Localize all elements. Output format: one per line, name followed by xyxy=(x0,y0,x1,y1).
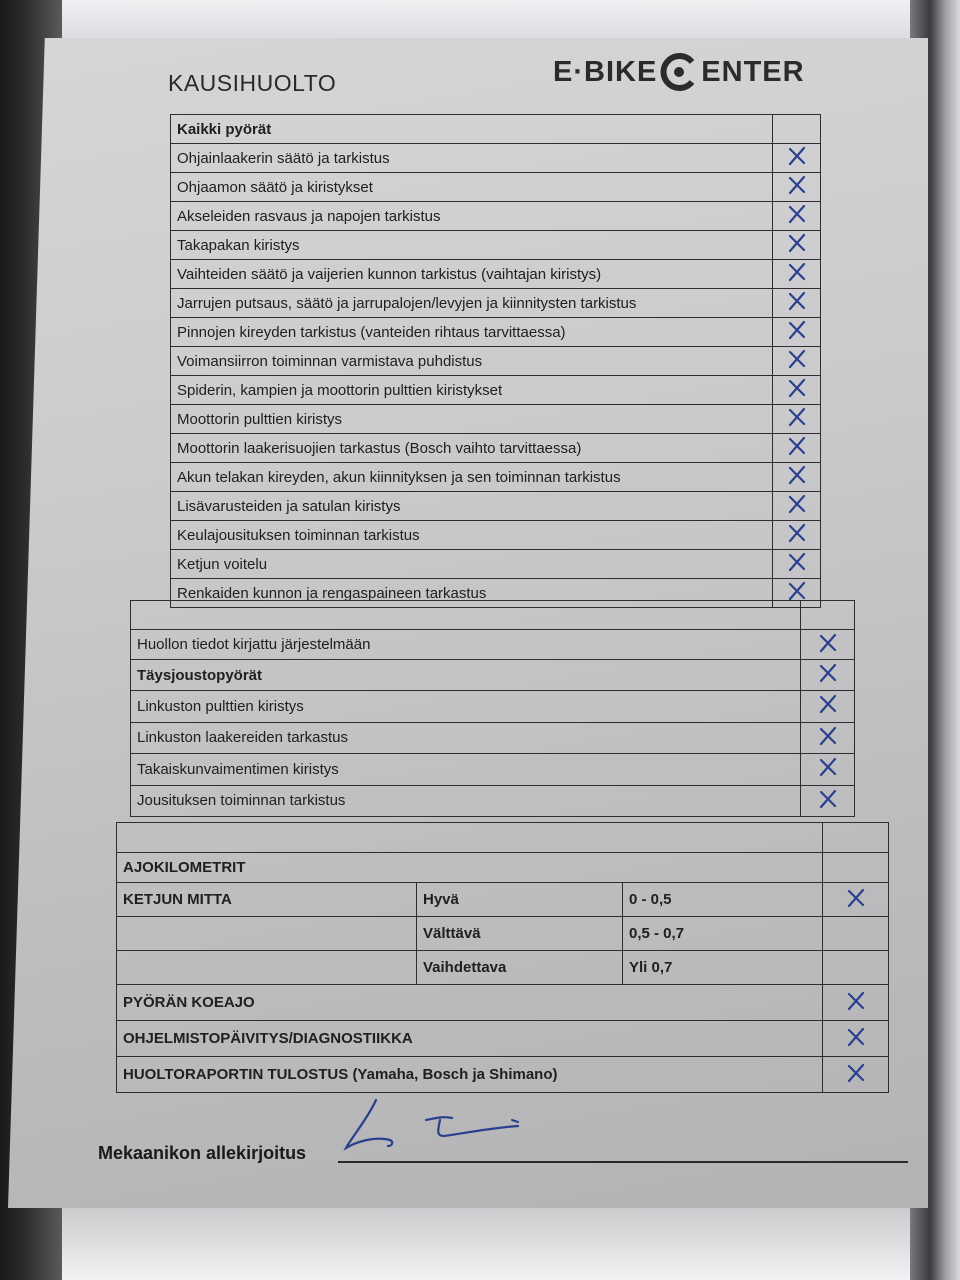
table-row xyxy=(131,660,855,691)
table-row xyxy=(131,601,855,630)
checkbox-cell[interactable] xyxy=(801,630,855,660)
checklist-item-label: Ohjainlaakerin säätö ja tarkistus xyxy=(171,144,773,173)
signature-label: Mekaanikon allekirjoitus xyxy=(98,1143,307,1163)
checkbox-cell[interactable] xyxy=(773,463,821,492)
table-row xyxy=(131,722,855,754)
checklist-item-label: Jarrujen putsaus, säätö ja jarrupalojen/levyjen ja kiinnitysten tarkistus xyxy=(171,289,773,318)
checkmark-x-icon xyxy=(845,887,867,909)
table-row xyxy=(117,823,889,853)
checkmark-x-icon xyxy=(786,435,808,457)
checkmark-x-icon xyxy=(786,493,808,515)
checkbox-cell[interactable] xyxy=(773,144,821,173)
checkbox-cell[interactable] xyxy=(801,785,855,817)
checkbox-cell[interactable] xyxy=(773,376,821,405)
checklist-item-label: Moottorin laakerisuojien tarkastus (Bosch vaihto tarvittaessa) xyxy=(171,434,773,463)
checkbox-cell[interactable] xyxy=(801,722,855,754)
checkbox-cell[interactable] xyxy=(823,1057,889,1093)
checklist-item-label: Akseleiden rasvaus ja napojen tarkistus xyxy=(171,202,773,231)
table-row xyxy=(171,144,821,173)
table-row xyxy=(131,785,855,817)
checkbox-cell[interactable] xyxy=(823,823,889,853)
empty-cell xyxy=(117,917,417,951)
signature-line xyxy=(338,1161,908,1163)
checkmark-x-icon xyxy=(786,522,808,544)
brand-logo xyxy=(553,52,805,92)
table-row xyxy=(131,691,855,723)
checklist-table-lower xyxy=(130,600,855,817)
checkmark-x-icon xyxy=(817,756,839,778)
logo-text-left: E·BIKE xyxy=(553,55,658,88)
checkbox-cell[interactable] xyxy=(823,951,889,985)
kilometers-label: AJOKILOMETRIT xyxy=(117,853,823,883)
checkbox-cell[interactable] xyxy=(823,985,889,1021)
table-row xyxy=(171,260,821,289)
table-row xyxy=(131,630,855,660)
checkbox-cell[interactable] xyxy=(773,289,821,318)
table-row xyxy=(171,463,821,492)
checkmark-x-icon xyxy=(786,319,808,341)
checkmark-x-icon xyxy=(786,203,808,225)
checkmark-x-icon xyxy=(786,290,808,312)
section-heading-all-bikes: Kaikki pyörät xyxy=(171,115,773,144)
empty-row-cell xyxy=(117,823,823,853)
checkbox-cell[interactable] xyxy=(773,202,821,231)
table-row xyxy=(117,853,889,883)
checklist-item-label: Ohjaamon säätö ja kiristykset xyxy=(171,173,773,202)
checkmark-x-icon xyxy=(786,232,808,254)
table-row xyxy=(171,318,821,347)
checkmark-x-icon xyxy=(845,1026,867,1048)
checklist-item-label: Linkuston pulttien kiristys xyxy=(131,691,801,723)
page-title: KAUSIHUOLTO xyxy=(168,70,337,96)
checkbox-cell[interactable] xyxy=(801,691,855,723)
checklist-item-label: Moottorin pulttien kiristys xyxy=(171,405,773,434)
checklist-item-label: Renkaiden kunnon ja rengaspaineen tarkastus xyxy=(171,579,773,608)
checkbox-cell[interactable] xyxy=(801,660,855,691)
chain-measure-label: KETJUN MITTA xyxy=(117,883,417,917)
checklist-item-label: Linkuston laakereiden tarkastus xyxy=(131,722,801,754)
checkmark-x-icon xyxy=(845,1062,867,1084)
empty-row-cell xyxy=(131,601,801,630)
logo-c-icon xyxy=(659,52,699,92)
checkmark-x-icon xyxy=(786,580,808,602)
background-top xyxy=(0,0,960,40)
table-row xyxy=(171,434,821,463)
checkmark-x-icon xyxy=(786,261,808,283)
checklist-item-label: Keulajousituksen toiminnan tarkistus xyxy=(171,521,773,550)
table-row xyxy=(171,376,821,405)
chain-grade-label: Hyvä xyxy=(417,883,623,917)
table-row xyxy=(171,521,821,550)
checkbox-cell[interactable] xyxy=(773,550,821,579)
table-row xyxy=(171,231,821,260)
empty-cell xyxy=(117,951,417,985)
checkbox-cell[interactable] xyxy=(773,231,821,260)
table-row xyxy=(117,1021,889,1057)
checkbox-cell[interactable] xyxy=(801,754,855,786)
table-row xyxy=(171,202,821,231)
checkmark-x-icon xyxy=(786,406,808,428)
table-row xyxy=(117,985,889,1021)
checklist-item-label: Ketjun voitelu xyxy=(171,550,773,579)
final-item-label: PYÖRÄN KOEAJO xyxy=(117,985,823,1021)
checkbox-cell[interactable] xyxy=(773,434,821,463)
table-row xyxy=(171,550,821,579)
handwritten-signature xyxy=(340,1096,530,1160)
checkbox-cell[interactable] xyxy=(773,260,821,289)
checklist-item-label: Jousituksen toiminnan tarkistus xyxy=(131,785,801,817)
checkbox-cell[interactable] xyxy=(823,883,889,917)
table-row xyxy=(117,917,889,951)
checklist-item-label: Takaiskunvaimentimen kiristys xyxy=(131,754,801,786)
checklist-table-bottom xyxy=(116,822,889,1093)
table-row xyxy=(131,754,855,786)
checklist-item-label: Lisävarusteiden ja satulan kiristys xyxy=(171,492,773,521)
chain-grade-label: Vaihdettava xyxy=(417,951,623,985)
section-heading-full-suspension: Täysjoustopyörät xyxy=(131,660,801,691)
chain-range-label: Yli 0,7 xyxy=(623,951,823,985)
checkmark-x-icon xyxy=(817,725,839,747)
table-row xyxy=(171,289,821,318)
table-row xyxy=(117,1057,889,1093)
checkmark-x-icon xyxy=(786,145,808,167)
final-item-label: OHJELMISTOPÄIVITYS/DIAGNOSTIIKKA xyxy=(117,1021,823,1057)
checkmark-x-icon xyxy=(786,551,808,573)
chain-grade-label: Välttävä xyxy=(417,917,623,951)
chain-range-label: 0 - 0,5 xyxy=(623,883,823,917)
checklist-item-label: Pinnojen kireyden tarkistus (vanteiden rihtaus tarvittaessa) xyxy=(171,318,773,347)
checkbox-cell[interactable] xyxy=(773,115,821,144)
checkbox-cell[interactable] xyxy=(773,173,821,202)
checklist-item-label: Takapakan kiristys xyxy=(171,231,773,260)
checkmark-x-icon xyxy=(786,348,808,370)
table-row xyxy=(171,347,821,376)
checkbox-cell[interactable] xyxy=(773,405,821,434)
checkmark-x-icon xyxy=(817,662,839,684)
checklist-item-label: Spiderin, kampien ja moottorin pulttien kiristykset xyxy=(171,376,773,405)
chain-range-label: 0,5 - 0,7 xyxy=(623,917,823,951)
checkbox-cell[interactable] xyxy=(823,917,889,951)
kilometers-value-cell[interactable] xyxy=(823,853,889,883)
checklist-item-label: Voimansiirron toiminnan varmistava puhdistus xyxy=(171,347,773,376)
table-row xyxy=(171,173,821,202)
checkbox-cell[interactable] xyxy=(773,521,821,550)
checklist-table xyxy=(170,114,821,608)
checkbox-cell[interactable] xyxy=(823,1021,889,1057)
checkmark-x-icon xyxy=(786,464,808,486)
checklist-item-label: Huollon tiedot kirjattu järjestelmään xyxy=(131,630,801,660)
table-row xyxy=(171,492,821,521)
checkmark-x-icon xyxy=(786,377,808,399)
table-row xyxy=(117,951,889,985)
checkmark-x-icon xyxy=(786,174,808,196)
checkbox-cell[interactable] xyxy=(801,601,855,630)
table-row xyxy=(117,883,889,917)
checkmark-x-icon xyxy=(817,632,839,654)
checkmark-x-icon xyxy=(817,693,839,715)
checkbox-cell[interactable] xyxy=(773,347,821,376)
checkmark-x-icon xyxy=(845,990,867,1012)
checklist-item-label: Akun telakan kireyden, akun kiinnityksen ja sen toiminnan tarkistus xyxy=(171,463,773,492)
checkbox-cell[interactable] xyxy=(773,318,821,347)
table-row xyxy=(171,405,821,434)
checklist-item-label: Vaihteiden säätö ja vaijerien kunnon tarkistus (vaihtajan kiristys) xyxy=(171,260,773,289)
checkmark-x-icon xyxy=(817,788,839,810)
logo-text-right: ENTER xyxy=(701,55,805,88)
table-row xyxy=(171,115,821,144)
final-item-label: HUOLTORAPORTIN TULOSTUS (Yamaha, Bosch ja Shimano) xyxy=(117,1057,823,1093)
checkbox-cell[interactable] xyxy=(773,492,821,521)
